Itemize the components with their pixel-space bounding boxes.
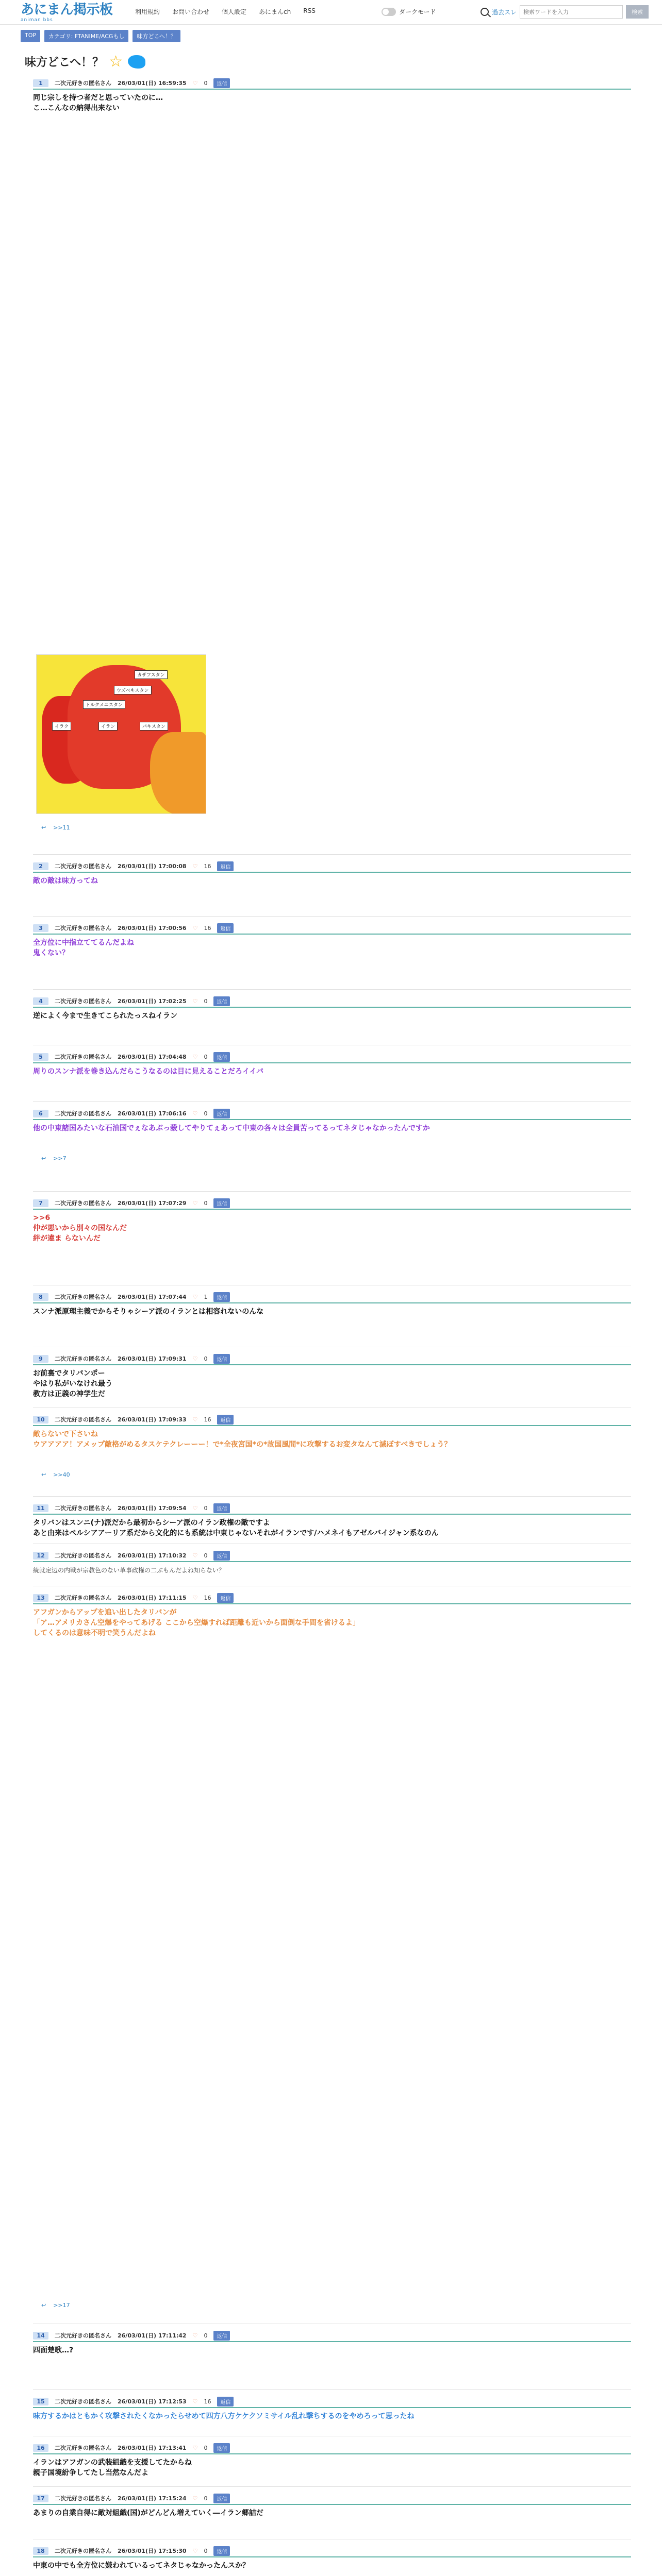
post-divider <box>33 1514 631 1515</box>
poster-name: 二次元好きの匿名さん <box>55 2398 111 2405</box>
like-count: 16 <box>204 862 211 870</box>
post-body: イランはアフガンの武装組織を支援してたからね 親子国境紛争してたし当然なんだよ <box>33 2459 192 2477</box>
reply-anchor[interactable]: >>40 <box>53 1471 70 1478</box>
reply-links <box>41 2302 70 2309</box>
post-divider <box>33 1007 631 1008</box>
post-number[interactable]: 3 <box>33 924 48 932</box>
post-body: 中東の中でも全方位に嫌われているってネタじゃなかったんスか？ <box>33 2562 250 2570</box>
favorite-star-icon[interactable]: ☆ <box>109 52 123 71</box>
poster-name: 二次元好きの匿名さん <box>55 1595 111 1601</box>
post <box>33 2442 631 2478</box>
post-header <box>33 1108 631 1119</box>
post-divider <box>33 1561 631 1562</box>
post-header <box>33 2396 631 2407</box>
like-heart-icon[interactable]: ♡ <box>192 1552 198 1559</box>
post-header <box>33 1197 631 1209</box>
map-region <box>150 732 206 814</box>
nav-animanch[interactable]: あにまんch <box>259 8 291 15</box>
like-count: 0 <box>204 2495 208 2502</box>
post-divider <box>33 1119 631 1120</box>
post-body: 同じ宗しを持つ者だと思っていたのに… こ…こんなの納得出来ない <box>33 94 163 112</box>
header-nav <box>135 7 316 16</box>
post-separator <box>33 854 631 855</box>
poster-name: 二次元好きの匿名さん <box>55 1355 111 1362</box>
post-body: 四面楚歌…? <box>33 2346 74 2354</box>
search-input[interactable] <box>520 5 623 19</box>
like-count: 1 <box>204 1293 208 1300</box>
post-date: 26/03/01(日) 17:00:56 <box>118 925 187 931</box>
poster-name: 二次元好きの匿名さん <box>55 2445 111 2451</box>
post-divider <box>33 934 631 935</box>
post-body: アフガンからアップを追い出したタリバンが 「ア…アメリカさん空爆をやってあげる ここから空爆すれば距離も近いから面倒な手間を省けるよ」 してくるのは意味不明で笑うんだよね <box>33 1608 360 1637</box>
post-header <box>33 2442 631 2453</box>
poster-name: 二次元好きの匿名さん <box>55 2495 111 2502</box>
reply-button[interactable]: 返信 <box>213 1109 230 1118</box>
like-count: 0 <box>204 2332 208 2339</box>
like-count: 16 <box>204 2398 211 2405</box>
like-heart-icon[interactable]: ♡ <box>192 1355 198 1362</box>
like-heart-icon[interactable]: ♡ <box>192 862 198 870</box>
post <box>33 1353 631 1399</box>
post-header <box>33 1414 631 1425</box>
post-number[interactable]: 2 <box>33 862 48 870</box>
post-number[interactable]: 1 <box>33 79 48 87</box>
post-divider <box>33 1425 631 1426</box>
logo-title: あにまん掲示板 <box>21 2 113 18</box>
thread-title-row <box>25 54 145 70</box>
reply-button[interactable]: 返信 <box>213 2494 230 2503</box>
post-date: 26/03/01(日) 17:07:29 <box>118 1200 187 1207</box>
poster-name: 二次元好きの匿名さん <box>55 925 111 931</box>
post-number[interactable]: 7 <box>33 1199 48 1207</box>
post-separator <box>33 1191 631 1192</box>
post-header <box>33 2545 631 2556</box>
like-count: 0 <box>204 997 208 1005</box>
map-label: カザフスタン <box>135 670 168 679</box>
like-count: 0 <box>204 1053 208 1060</box>
post-divider <box>33 1062 631 1063</box>
breadcrumb <box>21 30 180 42</box>
post-header <box>33 1291 631 1302</box>
search-scope-select[interactable]: 過去スレ <box>492 8 517 16</box>
dark-mode-toggle[interactable] <box>382 7 436 16</box>
post-body: >>6 仲が悪いから別々の国なんだ 絆が違ま らないんだ <box>33 1214 127 1243</box>
post-divider <box>33 1302 631 1303</box>
reply-anchor[interactable]: >>11 <box>53 824 70 831</box>
post-separator <box>33 916 631 917</box>
like-heart-icon[interactable]: ♡ <box>192 1504 198 1512</box>
like-count: 0 <box>204 1355 208 1362</box>
post-number[interactable]: 10 <box>33 1416 48 1423</box>
post-divider <box>33 2556 631 2557</box>
post-header <box>33 1353 631 1364</box>
post-date: 26/03/01(日) 17:09:54 <box>118 1505 187 1512</box>
post-number[interactable]: 8 <box>33 1293 48 1301</box>
poster-name: 二次元好きの匿名さん <box>55 1054 111 1060</box>
reply-button[interactable]: 返信 <box>213 2443 230 2453</box>
post-divider <box>33 89 631 90</box>
like-heart-icon[interactable]: ♡ <box>192 2547 198 2554</box>
post <box>33 1414 631 1450</box>
post-number[interactable]: 15 <box>33 2398 48 2405</box>
post-body: 周りのスンナ派を巻き込んだらこうなるのは目に見えることだろイイバ <box>33 1067 264 1076</box>
twitter-share-icon[interactable] <box>128 55 145 69</box>
search-bar <box>481 5 649 19</box>
breadcrumb-thread[interactable]: 味方どこへ！？ <box>133 30 180 42</box>
reply-anchor[interactable]: >>17 <box>53 2302 70 2309</box>
post-divider <box>33 1364 631 1365</box>
reply-links <box>41 1471 70 1478</box>
post-separator <box>33 2486 631 2487</box>
like-heart-icon[interactable]: ♡ <box>192 997 198 1005</box>
post <box>33 1051 631 1077</box>
poster-name: 二次元好きの匿名さん <box>55 863 111 870</box>
reply-button[interactable]: 返信 <box>213 2546 230 2556</box>
reply-button[interactable]: 返信 <box>217 1593 234 1603</box>
post <box>33 2493 631 2518</box>
post <box>33 1197 631 1244</box>
post-date: 26/03/01(日) 17:10:32 <box>118 1552 187 1559</box>
like-heart-icon[interactable]: ♡ <box>192 2495 198 2502</box>
reply-arrow-icon: ↩ <box>41 1155 46 1162</box>
like-heart-icon[interactable]: ♡ <box>192 79 198 87</box>
thread-title: 味方どこへ！？ <box>25 56 104 69</box>
site-logo[interactable] <box>21 2 113 23</box>
like-count: 0 <box>204 1552 208 1559</box>
poster-name: 二次元好きの匿名さん <box>55 1416 111 1423</box>
reply-button[interactable]: 返信 <box>213 78 230 88</box>
like-heart-icon[interactable]: ♡ <box>192 2332 198 2339</box>
post-date: 26/03/01(日) 17:11:42 <box>118 2332 187 2339</box>
like-count: 0 <box>204 1199 208 1207</box>
post-header <box>33 2330 631 2341</box>
reply-button[interactable]: 返信 <box>217 861 234 871</box>
map-label: ウズベキスタン <box>114 686 152 694</box>
reply-arrow-icon: ↩ <box>41 824 46 831</box>
post-body: スンナ派原理主義でからそりゃシーア派のイランとは相容れないのんな <box>33 1308 264 1316</box>
post-number[interactable]: 18 <box>33 2547 48 2555</box>
reply-button[interactable]: 返信 <box>213 1354 230 1364</box>
site-header <box>0 0 662 25</box>
post-body: タリバンはスンニ(ナ)派だから最初からシーア派のイラン政権の敵ですよ あと由来はペルシアアーリア系だから文化的にも系統は中東じゃないそれがイランです/ハメネイもアゼルバイジャン系なのん <box>33 1519 439 1537</box>
breadcrumb-category[interactable]: カテゴリ: FTANIME/ACGもし <box>44 30 128 42</box>
post-header <box>33 1502 631 1514</box>
reply-button[interactable]: 返信 <box>213 1503 230 1513</box>
dark-mode-label: ダークモード <box>399 8 436 15</box>
post-header <box>33 1051 631 1062</box>
reply-button[interactable]: 返信 <box>217 1415 234 1425</box>
map-label: イラン <box>98 722 118 731</box>
like-count: 0 <box>204 2547 208 2554</box>
toggle-switch[interactable] <box>382 8 396 16</box>
post-divider <box>33 872 631 873</box>
nav-settings[interactable]: 個人設定 <box>222 8 247 15</box>
post-body: お前裏でタリバンポー やはり私がいなけれ最う 教方は正義の神学生だ <box>33 1369 112 1398</box>
map-label: パキスタン <box>140 722 168 731</box>
map-label: トルクメニスタン <box>83 700 125 709</box>
reply-button[interactable]: 返信 <box>213 1052 230 1062</box>
post-number[interactable]: 17 <box>33 2495 48 2502</box>
post-header <box>33 77 631 89</box>
post-body: 敵の敵は味方ってね <box>33 877 98 885</box>
post <box>33 922 631 958</box>
post-date: 26/03/01(日) 17:09:33 <box>118 1416 187 1423</box>
reply-button[interactable]: 返信 <box>217 2397 234 2406</box>
post <box>33 1550 631 1575</box>
search-button[interactable]: 検索 <box>626 5 649 19</box>
post <box>33 2396 631 2421</box>
post-separator <box>33 2389 631 2390</box>
post-date: 26/03/01(日) 17:11:15 <box>118 1595 187 1601</box>
post-date: 26/03/01(日) 17:13:41 <box>118 2445 187 2451</box>
reply-button[interactable]: 返信 <box>217 923 234 933</box>
post-body: あまりの自業自得に敵対組織(国)がどんどん増えていく―イラン郷詰だ <box>33 2509 263 2517</box>
post-date: 26/03/01(日) 17:02:25 <box>118 998 187 1005</box>
poster-name: 二次元好きの匿名さん <box>55 1200 111 1207</box>
post-number[interactable]: 14 <box>33 2332 48 2340</box>
post-body: 統就定辺の内戦が宗教色のない革事政権の二ぶもんだよね知らない？ <box>33 1567 225 1574</box>
post-number[interactable]: 9 <box>33 1355 48 1363</box>
post-number[interactable]: 12 <box>33 1552 48 1560</box>
like-heart-icon[interactable]: ♡ <box>192 1053 198 1060</box>
nav-terms[interactable]: 利用規約 <box>135 8 160 15</box>
post-date: 26/03/01(日) 17:09:31 <box>118 1355 187 1362</box>
post-header <box>33 860 631 872</box>
like-count: 16 <box>204 1416 211 1423</box>
post-separator <box>33 989 631 990</box>
post <box>33 860 631 886</box>
reply-anchor[interactable]: >>7 <box>53 1155 67 1162</box>
post-header <box>33 1550 631 1561</box>
post-body: 逆によく今まで生きてこられたっスねイラン <box>33 1012 177 1020</box>
poster-name: 二次元好きの匿名さん <box>55 1552 111 1559</box>
like-heart-icon[interactable]: ♡ <box>192 2398 198 2405</box>
post <box>33 1108 631 1133</box>
like-heart-icon[interactable]: ♡ <box>192 924 198 931</box>
post-body: 他の中東諸国みたいな石油国でぇなあぶっ殺してやりてぇあって中東の各々は全員苦ってるってネタじゃなかったんですか <box>33 1124 430 1132</box>
poster-name: 二次元好きの匿名さん <box>55 1294 111 1300</box>
post-date: 26/03/01(日) 17:15:30 <box>118 2548 187 2554</box>
reply-button[interactable]: 返信 <box>213 1198 230 1208</box>
post-divider <box>33 2504 631 2505</box>
post-number[interactable]: 4 <box>33 997 48 1005</box>
reply-button[interactable]: 返信 <box>213 1551 230 1561</box>
post <box>33 77 631 113</box>
poster-name: 二次元好きの匿名さん <box>55 2332 111 2339</box>
reply-links <box>41 824 70 831</box>
post-header <box>33 922 631 934</box>
like-heart-icon[interactable]: ♡ <box>192 1594 198 1601</box>
like-heart-icon[interactable]: ♡ <box>192 1416 198 1423</box>
search-icon <box>481 8 489 16</box>
like-count: 0 <box>204 79 208 87</box>
reply-arrow-icon: ↩ <box>41 1471 46 1478</box>
nav-contact[interactable]: お問い合わせ <box>172 8 210 15</box>
post <box>33 995 631 1021</box>
poster-name: 二次元好きの匿名さん <box>55 1110 111 1117</box>
post-number[interactable]: 11 <box>33 1504 48 1512</box>
like-heart-icon[interactable]: ♡ <box>192 1293 198 1300</box>
like-heart-icon[interactable]: ♡ <box>192 1110 198 1117</box>
breadcrumb-top[interactable]: TOP <box>21 30 40 42</box>
post-body: 敵らないで下さいね ウアアアア！アメップ敵格がめるタスケテクレーーー！で*全夜宮国*の*故国風間*に攻撃するお変タなんて滅ぼすべきでしょう？ <box>33 1430 452 1449</box>
like-count: 16 <box>204 924 211 931</box>
post-date: 26/03/01(日) 16:59:35 <box>118 80 187 87</box>
reply-links <box>41 1155 67 1162</box>
poster-name: 二次元好きの匿名さん <box>55 80 111 87</box>
middle-east-map-image[interactable] <box>36 654 206 814</box>
nav-rss[interactable]: RSS <box>303 7 316 14</box>
poster-name: 二次元好きの匿名さん <box>55 998 111 1005</box>
logo-subtitle: animan bbs <box>21 18 53 23</box>
post-header <box>33 1592 631 1603</box>
post-date: 26/03/01(日) 17:12:53 <box>118 2398 187 2405</box>
reply-arrow-icon: ↩ <box>41 2302 46 2309</box>
post-header <box>33 995 631 1007</box>
post <box>33 2545 631 2571</box>
post <box>33 1291 631 1317</box>
post-date: 26/03/01(日) 17:00:08 <box>118 863 187 870</box>
poster-name: 二次元好きの匿名さん <box>55 2548 111 2554</box>
post <box>33 2330 631 2355</box>
post-number[interactable]: 6 <box>33 1110 48 1117</box>
post-date: 26/03/01(日) 17:15:24 <box>118 2495 187 2502</box>
post-date: 26/03/01(日) 17:06:16 <box>118 1110 187 1117</box>
post-separator <box>33 1496 631 1497</box>
like-count: 0 <box>204 1504 208 1512</box>
post <box>33 1502 631 1538</box>
post-body: 味方するかはともかく攻撃されたくなかったらせめて四方八方ケケクソミサイル乱れ撃ちするのをやめろって思ったね <box>33 2412 415 2420</box>
like-heart-icon[interactable]: ♡ <box>192 1199 198 1207</box>
post-date: 26/03/01(日) 17:07:44 <box>118 1294 187 1300</box>
post-divider <box>33 2341 631 2342</box>
like-count: 0 <box>204 1110 208 1117</box>
post-divider <box>33 2407 631 2408</box>
reply-button[interactable]: 返信 <box>213 2331 230 2341</box>
like-count: 16 <box>204 1594 211 1601</box>
post-header <box>33 2493 631 2504</box>
post <box>33 1592 631 1638</box>
poster-name: 二次元好きの匿名さん <box>55 1505 111 1512</box>
post-divider <box>33 1209 631 1210</box>
like-heart-icon[interactable]: ♡ <box>192 2444 198 2451</box>
post-date: 26/03/01(日) 17:04:48 <box>118 1054 187 1060</box>
post-number[interactable]: 5 <box>33 1053 48 1061</box>
post-separator <box>33 1101 631 1102</box>
post-divider <box>33 2453 631 2454</box>
like-count: 0 <box>204 2444 208 2451</box>
reply-button[interactable]: 返信 <box>213 996 230 1006</box>
reply-button[interactable]: 返信 <box>213 1292 230 1302</box>
post-body: 全方位に中指立ててるんだよね 鬼くない？ <box>33 939 134 957</box>
post-number[interactable]: 16 <box>33 2444 48 2452</box>
post-number[interactable]: 13 <box>33 1594 48 1602</box>
post-divider <box>33 1603 631 1604</box>
map-label: イラク <box>52 722 71 731</box>
